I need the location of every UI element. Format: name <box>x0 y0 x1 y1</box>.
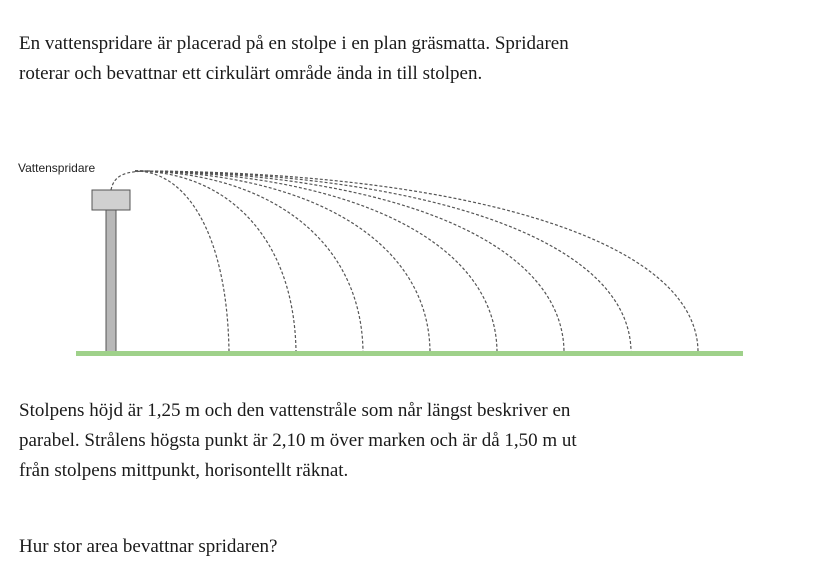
water-jet-4 <box>135 171 430 351</box>
question-text: Hur stor area bevattnar spridaren? <box>19 536 278 557</box>
water-jet-6 <box>135 171 564 351</box>
intro-paragraph <box>19 29 819 89</box>
sprinkler-label: Vattenspridare <box>18 161 96 175</box>
details-line-3: från stolpens mittpunkt, horisontellt räknat. <box>19 460 349 481</box>
details-line-1: Stolpens höjd är 1,25 m och den vattenstråle som når längst beskriver en <box>19 400 571 421</box>
details-line-2: parabel. Strålens högsta punkt är 2,10 m över marken och är då 1,50 m ut <box>19 430 577 451</box>
water-jet-start <box>111 171 150 190</box>
water-jet-7 <box>135 171 631 351</box>
question-paragraph <box>19 532 819 562</box>
water-jet-8 <box>135 171 698 351</box>
intro-line-2: roterar och bevattnar ett cirkulärt område ända in till stolpen. <box>19 63 483 84</box>
water-jet-3 <box>135 171 363 351</box>
water-jet-1 <box>135 171 229 351</box>
sprinkler-head <box>92 190 130 210</box>
details-paragraph <box>19 396 819 486</box>
lawn-ground <box>76 351 743 356</box>
sprinkler-figure <box>0 150 839 370</box>
water-jets <box>111 171 698 351</box>
sprinkler-post <box>106 210 116 355</box>
water-jet-5 <box>135 171 497 351</box>
water-jet-2 <box>135 171 296 351</box>
intro-line-1: En vattenspridare är placerad på en stolpe i en plan gräsmatta. Spridaren <box>19 33 569 54</box>
